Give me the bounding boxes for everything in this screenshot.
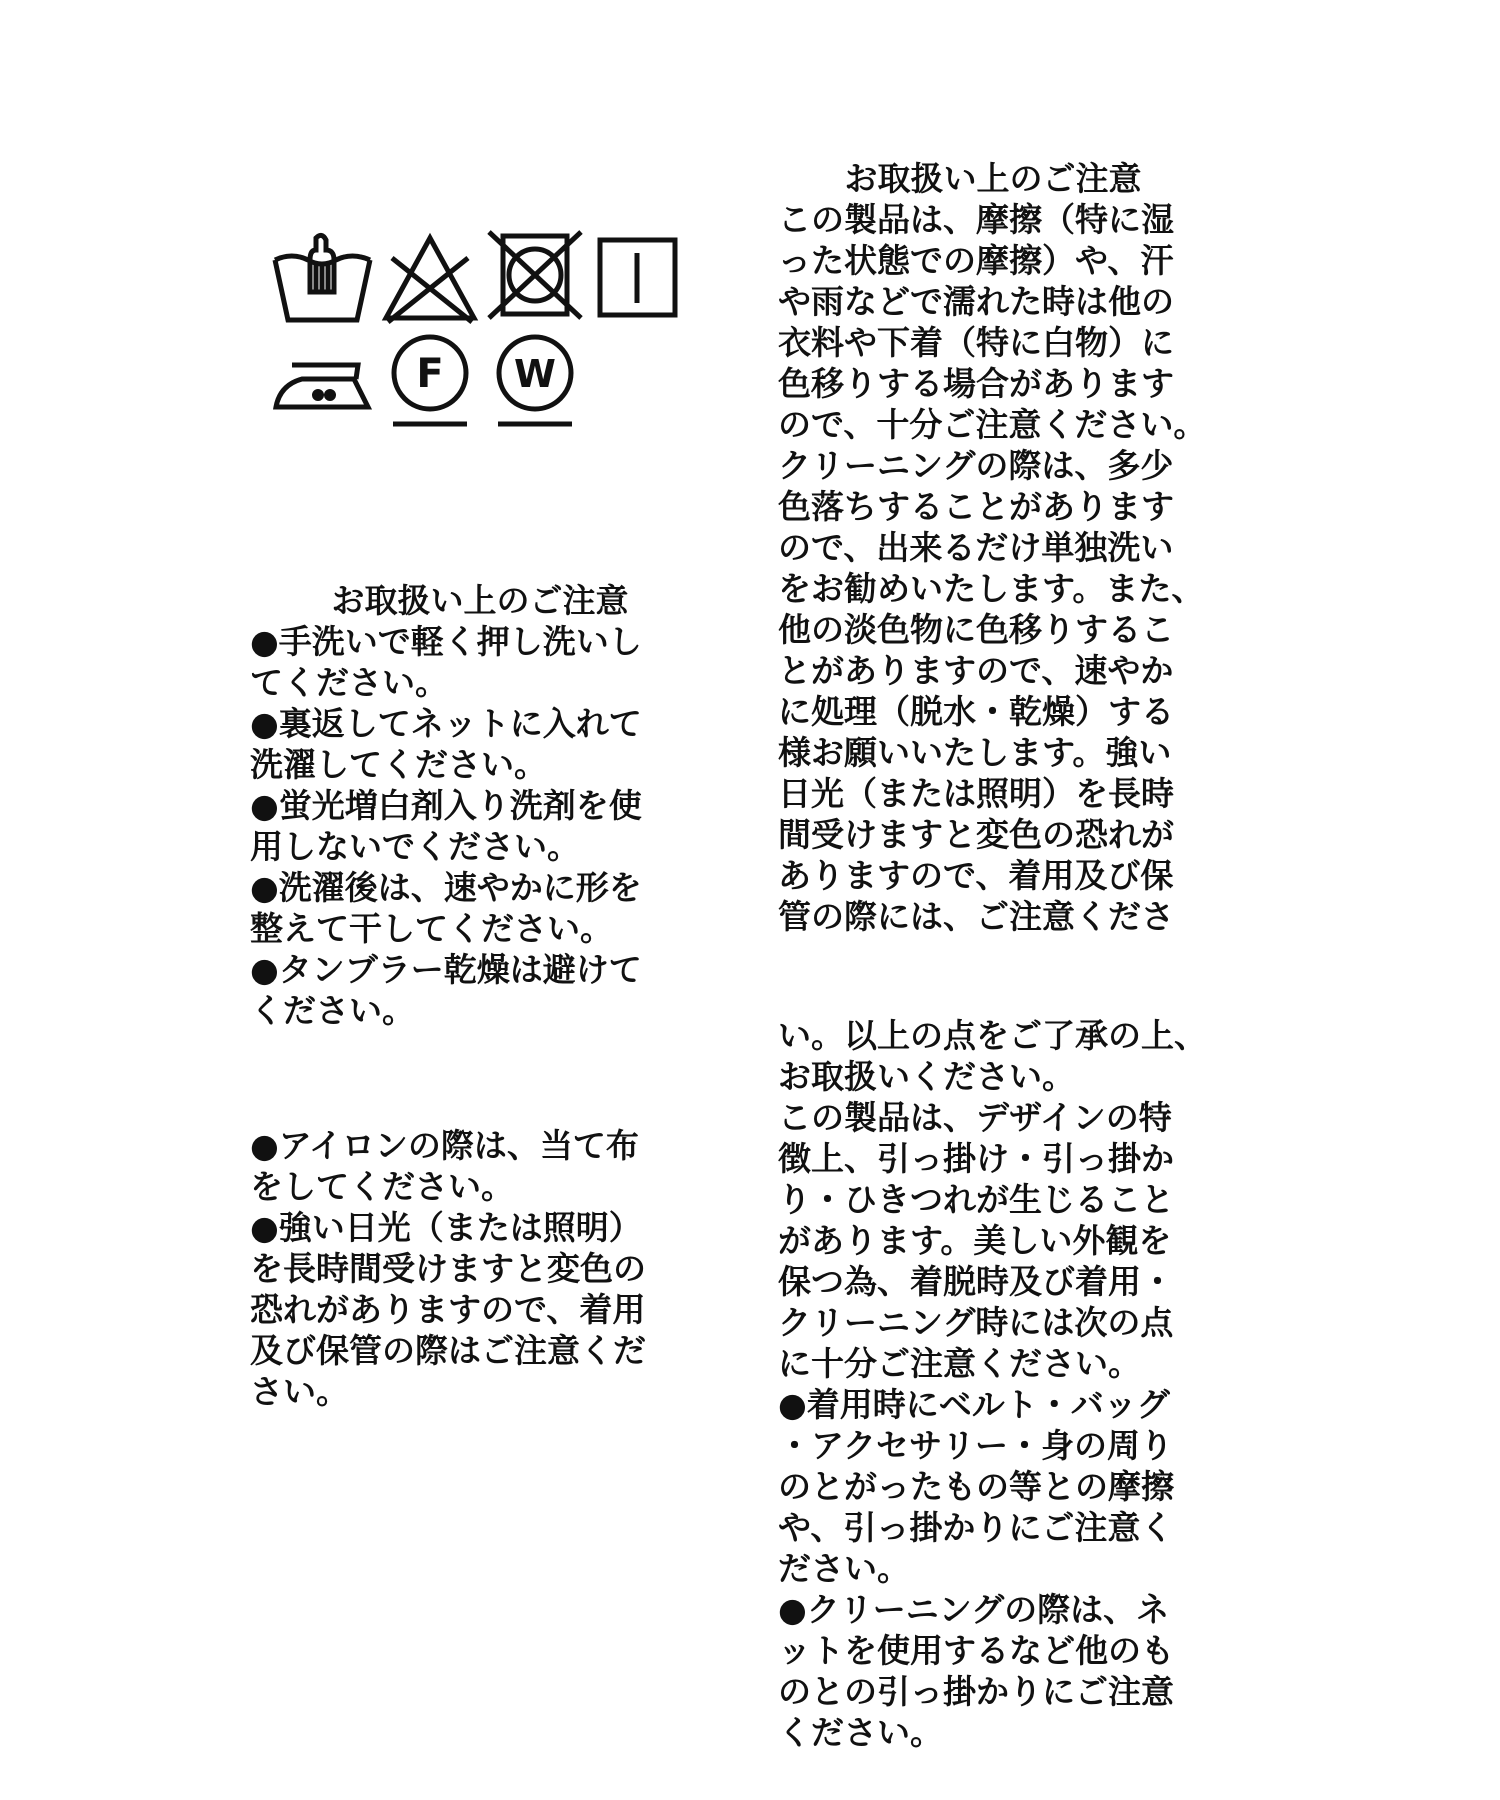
note-line: 保つ為、着脱時及び着用・ xyxy=(778,1262,1174,1301)
note-line: この製品は、摩擦（特に湿 xyxy=(778,200,1174,239)
note-line: 管の際には、ご注意くださ xyxy=(778,897,1174,936)
note-line: さい。 xyxy=(250,1372,349,1411)
left-title: お取扱い上のご注意 xyxy=(331,581,629,620)
note-line: ありますので、着用及び保 xyxy=(778,856,1174,895)
no-bleach-icon xyxy=(380,230,480,325)
note-line: ●タンブラー乾燥は避けて xyxy=(250,950,642,989)
note-line: ●手洗いで軽く押し洗いし xyxy=(250,622,642,661)
note-line: てください。 xyxy=(250,663,448,702)
no-tumble-dry-icon xyxy=(485,230,585,320)
note-line: お取扱いください。 xyxy=(778,1057,1075,1096)
note-line: を長時間受けますと変色の xyxy=(250,1249,646,1288)
note-line: ので、十分ご注意ください。 xyxy=(778,405,1207,444)
note-line: ●裏返してネットに入れて xyxy=(250,704,642,743)
note-line: り・ひきつれが生じること xyxy=(778,1180,1174,1219)
note-line: 色移りする場合があります xyxy=(778,364,1174,403)
iron-low-icon xyxy=(270,335,375,415)
wet-clean-w-icon xyxy=(490,330,580,430)
note-line: この製品は、デザインの特 xyxy=(778,1098,1172,1137)
note-line: ●着用時にベルト・バッグ xyxy=(778,1385,1170,1424)
note-line: のとがったもの等との摩擦 xyxy=(778,1467,1174,1506)
note-line: ので、出来るだけ単独洗い xyxy=(778,528,1174,567)
note-line: 整えて干してください。 xyxy=(250,909,613,948)
wet-clean-letter: W xyxy=(514,352,556,396)
note-line: 日光（または照明）を長時 xyxy=(778,774,1174,813)
right-care-notes-2 xyxy=(778,1015,1258,1753)
note-line: い。以上の点をご了承の上、 xyxy=(778,1016,1207,1055)
note-line: をしてください。 xyxy=(250,1167,514,1206)
note-line: クリーニングの際は、多少 xyxy=(778,446,1174,485)
hand-wash-icon xyxy=(270,230,375,325)
note-line: 色落ちすることがあります xyxy=(778,487,1174,526)
note-line: ●蛍光増白剤入り洗剤を使 xyxy=(250,786,642,825)
note-line: ●アイロンの際は、当て布 xyxy=(250,1126,639,1165)
left-group-1 xyxy=(250,621,710,1031)
note-line: に処理（脱水・乾燥）する xyxy=(778,692,1174,731)
note-line: ください。 xyxy=(250,991,415,1030)
note-line: 用しないでください。 xyxy=(250,827,580,866)
note-line: があります。美しい外観を xyxy=(778,1221,1172,1260)
note-line: や、引っ掛かりにご注意く xyxy=(778,1508,1174,1547)
left-care-notes xyxy=(250,580,710,1031)
note-line: ください。 xyxy=(778,1713,943,1752)
note-line: 様お願いいたします。強い xyxy=(778,733,1172,772)
drip-dry-icon xyxy=(595,235,680,320)
dry-clean-letter: F xyxy=(416,351,444,397)
note-line: のとの引っ掛かりにご注意 xyxy=(778,1672,1174,1711)
note-line: 恐れがありますので、着用 xyxy=(250,1290,646,1329)
right-title: お取扱い上のご注意 xyxy=(844,159,1142,198)
note-line: 洗濯してください。 xyxy=(250,745,547,784)
dry-clean-f-icon xyxy=(385,330,475,430)
note-line: 他の淡色物に色移りするこ xyxy=(778,610,1174,649)
note-line: ださい。 xyxy=(778,1549,910,1588)
note-line: に十分ご注意ください。 xyxy=(778,1344,1141,1383)
note-line: 及び保管の際はご注意くだ xyxy=(250,1331,646,1370)
note-line: 衣料や下着（特に白物）に xyxy=(778,323,1174,362)
note-line: ●洗濯後は、速やかに形を xyxy=(250,868,642,907)
note-line: 徴上、引っ掛け・引っ掛か xyxy=(778,1139,1174,1178)
note-line: った状態での摩擦）や、汗 xyxy=(778,241,1174,280)
note-line: クリーニング時には次の点 xyxy=(778,1303,1174,1342)
right-care-notes xyxy=(778,158,1258,937)
note-line: とがありますので、速やか xyxy=(778,651,1174,690)
note-line: や雨などで濡れた時は他の xyxy=(778,282,1174,321)
note-line: ●クリーニングの際は、ネ xyxy=(778,1590,1170,1629)
note-line: ットを使用するなど他のも xyxy=(778,1631,1174,1670)
note-line: 間受けますと変色の恐れが xyxy=(778,815,1174,854)
left-care-notes-2 xyxy=(250,1125,710,1412)
note-line: ・アクセサリー・身の周り xyxy=(778,1426,1174,1465)
note-line: をお勧めいたします。また、 xyxy=(778,569,1205,608)
note-line: ●強い日光（または照明） xyxy=(250,1208,642,1247)
